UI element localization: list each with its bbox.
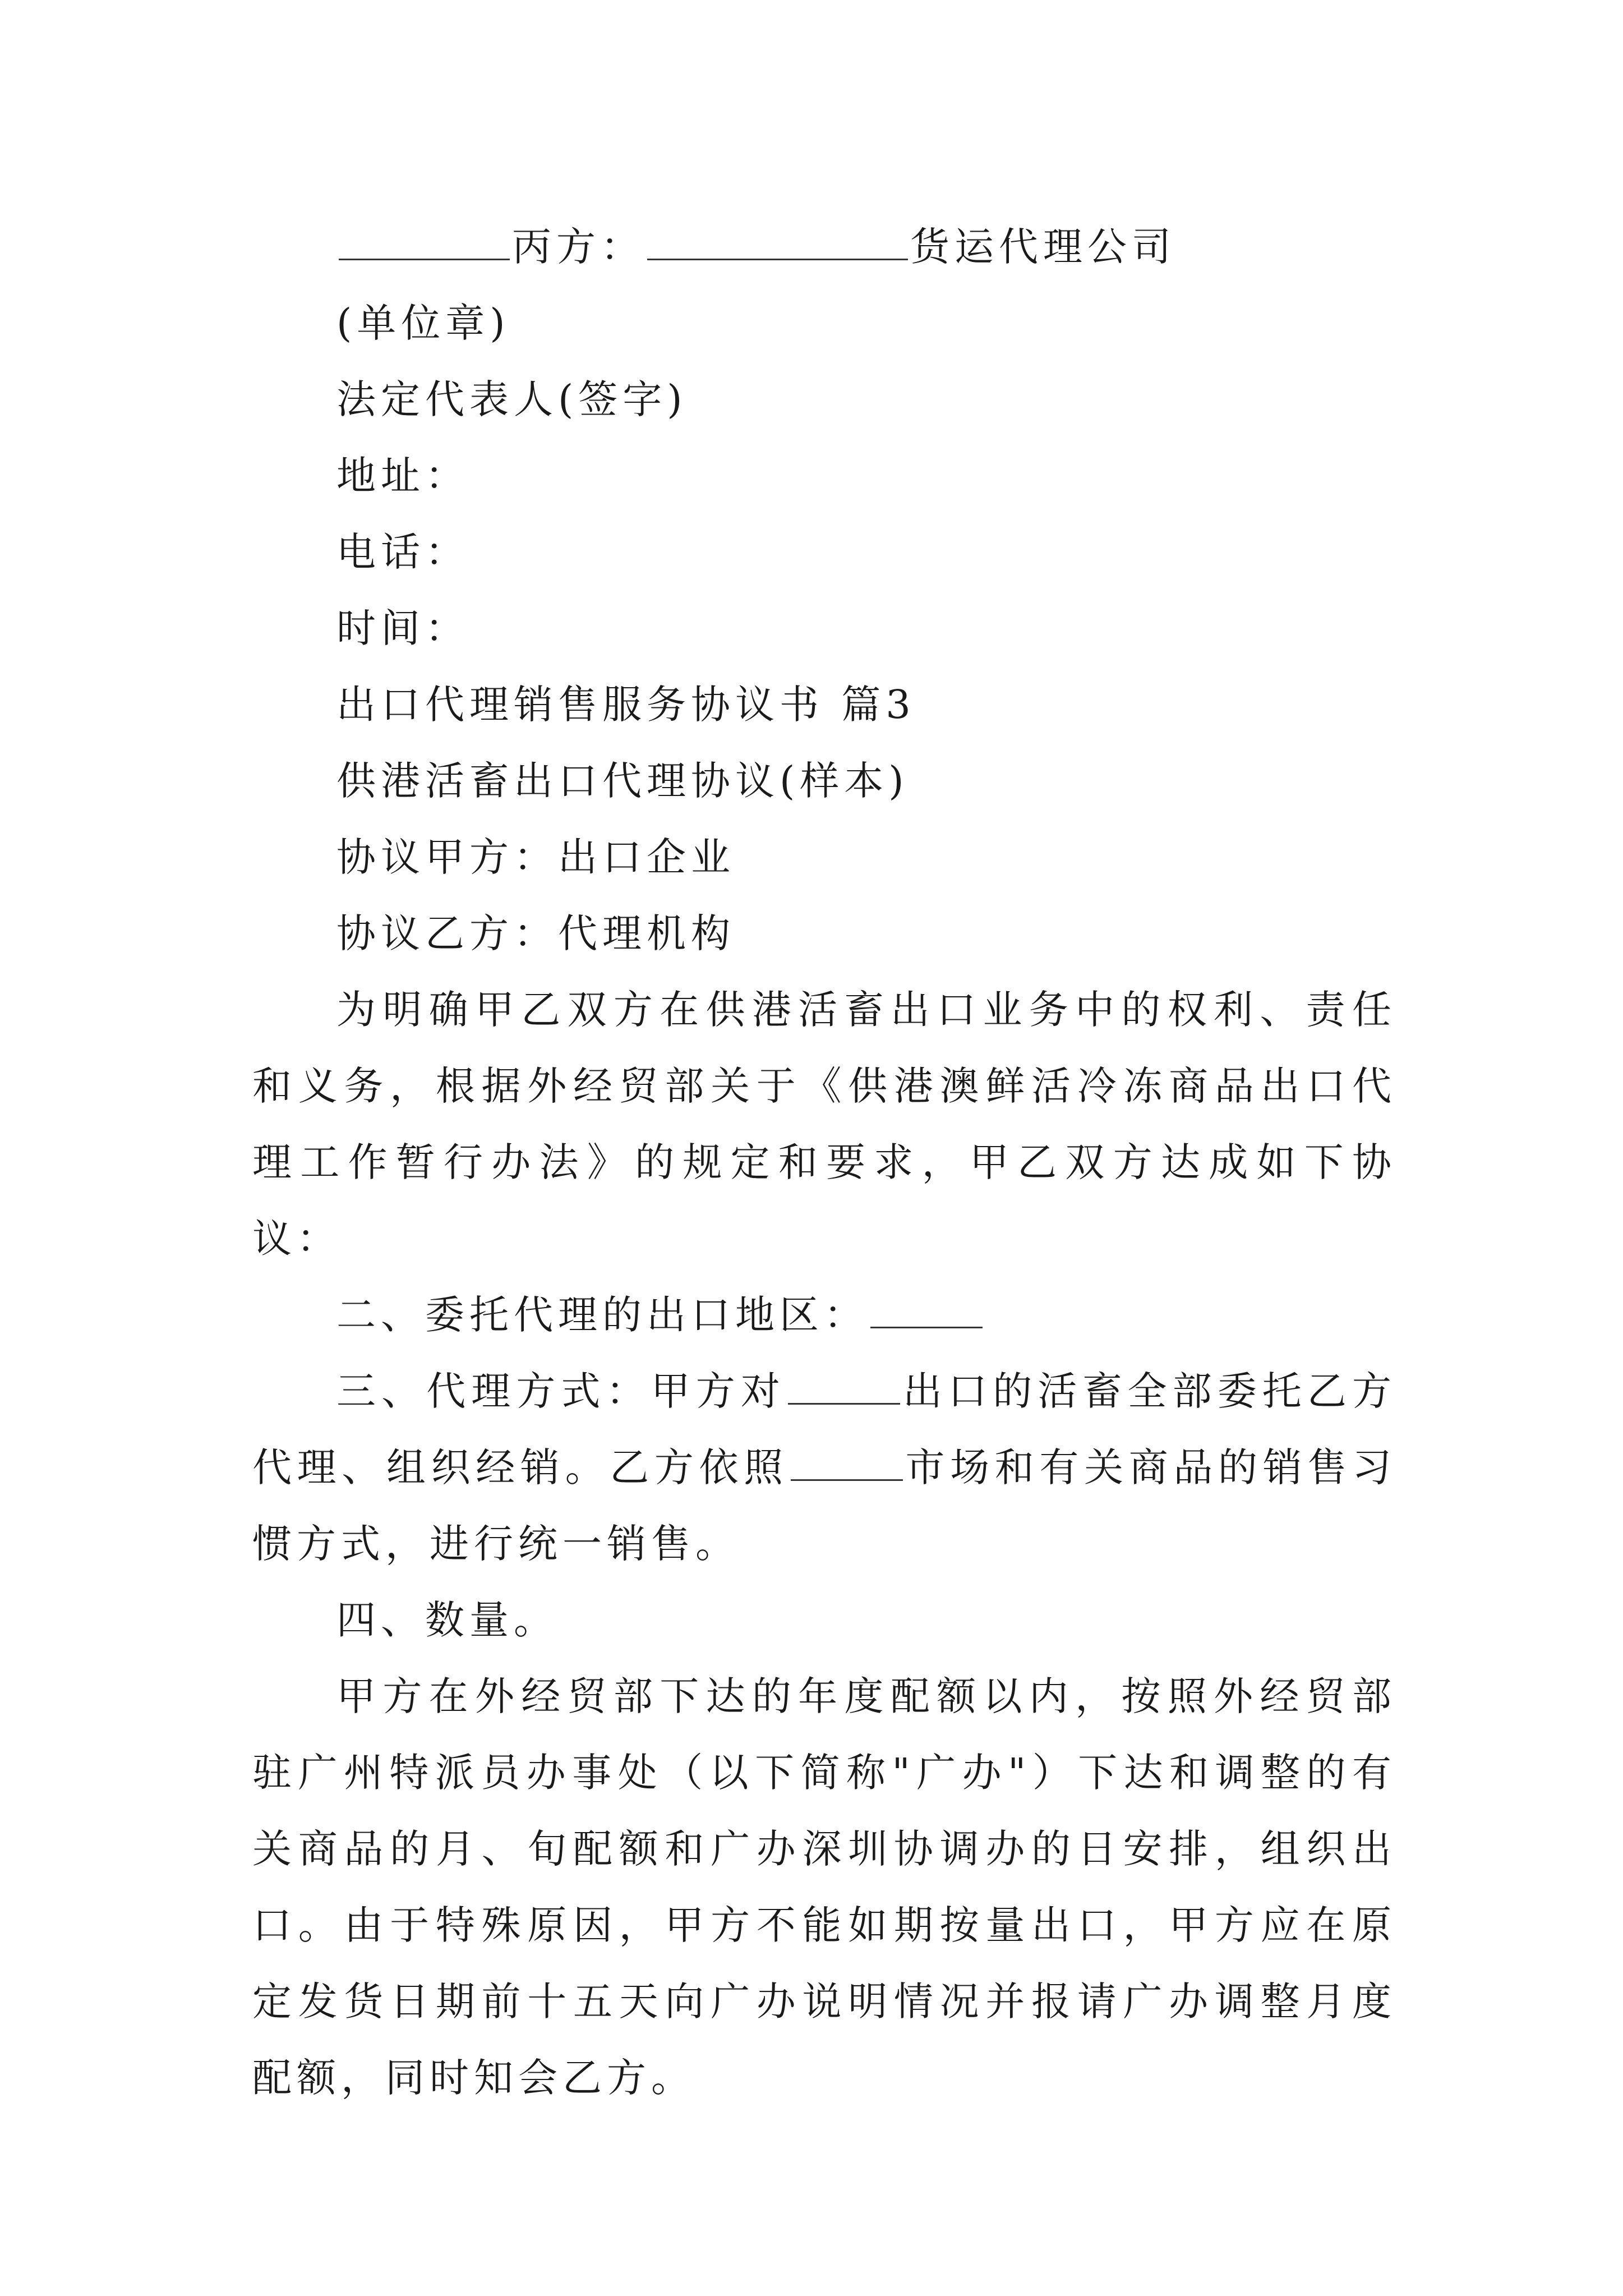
section-title: 出口代理销售服务协议书 篇3: [336, 682, 916, 728]
clause-3-part3: 市场和有关商品的销售习惯方式，进行统一销售。: [252, 1444, 1397, 1567]
clause-3-part1: 三、代理方式：甲方对: [336, 1368, 786, 1414]
party-a-line: 协议甲方：出口企业: [336, 834, 735, 880]
party-b-line: 协议乙方：代理机构: [336, 910, 735, 956]
clause-2-label: 二、委托代理的出口地区：: [336, 1292, 868, 1338]
address-line: 地址：: [336, 453, 469, 499]
intro-paragraph: 为明确甲乙双方在供港活畜出口业务中的权利、责任和义务，根据外经贸部关于《供港澳鲜活冷冻商品出口代理工作暂行办法》的规定和要求，甲乙双方达成如下协议：: [252, 987, 1396, 1262]
region-blank: [870, 1287, 983, 1328]
company-name-blank: [647, 219, 908, 260]
signature-blank: [339, 219, 510, 260]
legal-rep-line: 法定代表人(签字): [336, 376, 688, 422]
party-c-label: 丙方：: [512, 224, 645, 270]
clause-2: [252, 1277, 1396, 1353]
clause-3-part2: 出口的活畜全部委托乙方代理、组织经销。乙方依照: [252, 1368, 1397, 1490]
clause-4-paragraph: 甲方在外经贸部下达的年度配额以内，按照外经贸部驻广州特派员办事处（以下简称"广办"）下达和调整的有关商品的月、旬配额和广办深圳协调办的日安排，组织出口。由于特殊原因，甲方不能如期按量出口，甲方应在原定发货日期前十五天向广办说明情况并报请广办调整月度配额，同时知会乙方。: [252, 1673, 1396, 2101]
clause-4-title: 四、数量。: [336, 1597, 558, 1643]
party-c-line: [252, 209, 1396, 285]
party-c-suffix: 货运代理公司: [910, 224, 1176, 270]
market-blank: [791, 1440, 903, 1481]
seal-line: (单位章): [336, 300, 510, 346]
clause-3: [252, 1353, 1396, 1582]
agreement-title: 供港活畜出口代理协议(样本): [336, 758, 909, 804]
document-body: [252, 209, 1396, 2116]
phone-line: 电话：: [336, 529, 469, 575]
time-line: 时间：: [336, 605, 469, 651]
export-blank: [788, 1364, 900, 1405]
